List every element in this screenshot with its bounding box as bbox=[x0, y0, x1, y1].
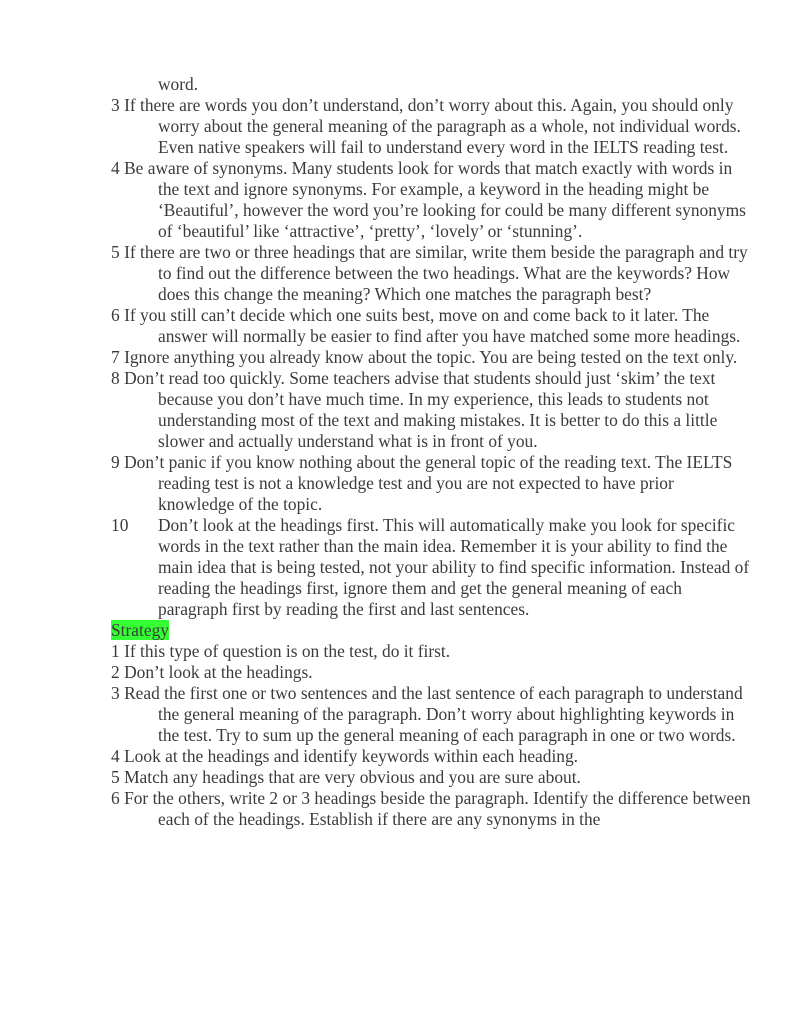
item-number: 8 bbox=[111, 368, 120, 388]
item-text: If you still can’t decide which one suits best, move on and come back to it later. The answer will normally be easier to find after you have matched some more headings. bbox=[124, 305, 741, 346]
list-item bbox=[111, 242, 751, 305]
item-number: 3 bbox=[111, 95, 120, 115]
item-number: 5 bbox=[111, 767, 120, 787]
list-item bbox=[111, 683, 751, 746]
item-number: 7 bbox=[111, 347, 120, 367]
list-item bbox=[111, 95, 751, 158]
continuation-text: word. bbox=[158, 74, 199, 94]
item-number: 6 bbox=[111, 305, 120, 325]
document-page bbox=[111, 74, 751, 830]
item-text: If this type of question is on the test, do it first. bbox=[124, 641, 451, 661]
list-item bbox=[111, 641, 751, 662]
item-number: 5 bbox=[111, 242, 120, 262]
item-text: Don’t look at the headings first. This will automatically make you look for specific words in the text rather than the main idea. Remember it is your ability to find the main idea that is being tested, not your ability to find specific information. Instead of reading the headings first, ignore them and get the general meaning of each paragraph first by reading the first and last sentences. bbox=[158, 515, 750, 619]
item-text: If there are words you don’t understand, don’t worry about this. Again, you should only worry about the general meaning of the paragraph as a whole, not individual words. Even native speakers will fail to understand every word in the IELTS reading test. bbox=[124, 95, 741, 157]
item-number: 10 bbox=[111, 515, 129, 535]
item-number: 6 bbox=[111, 788, 120, 808]
item-text: Don’t panic if you know nothing about the general topic of the reading text. The IELTS reading test is not a knowledge test and you are not expected to have prior knowledge of the topic. bbox=[124, 452, 733, 514]
list-item bbox=[111, 515, 751, 620]
list-item bbox=[111, 347, 751, 368]
item-text: Look at the headings and identify keywords within each heading. bbox=[124, 746, 579, 766]
item-text: Don’t read too quickly. Some teachers advise that students should just ‘skim’ the text because you don’t have much time. In my experience, this leads to students not understanding most of the text and making mistakes. It is better to do this a little slower and actually understand what is in front of you. bbox=[124, 368, 718, 451]
list-item bbox=[111, 368, 751, 452]
list-item bbox=[111, 452, 751, 515]
item-text: For the others, write 2 or 3 headings beside the paragraph. Identify the difference between each of the headings. Establish if there are any synonyms in the bbox=[124, 788, 751, 829]
strategy-heading: Strategy bbox=[111, 620, 169, 640]
strategy-heading-line bbox=[111, 620, 751, 641]
item-text: Read the first one or two sentences and the last sentence of each paragraph to understand the general meaning of the paragraph. Don’t worry about highlighting keywords in the test. Try to sum up the general meaning of each paragraph in one or two words. bbox=[124, 683, 743, 745]
strategy-list bbox=[111, 641, 751, 830]
item-text: Don’t look at the headings. bbox=[124, 662, 313, 682]
list-item bbox=[111, 305, 751, 347]
item-number: 4 bbox=[111, 746, 120, 766]
item-text: Be aware of synonyms. Many students look for words that match exactly with words in the text and ignore synonyms. For example, a keyword in the heading might be ‘Beautiful’, however the word you’re looking for could be many different synonyms of ‘beautiful’ like ‘attractive’, ‘pretty’, ‘lovely’ or ‘stunning’. bbox=[124, 158, 746, 241]
item-number: 4 bbox=[111, 158, 120, 178]
item-number: 1 bbox=[111, 641, 120, 661]
item-number: 3 bbox=[111, 683, 120, 703]
item-text: Ignore anything you already know about the topic. You are being tested on the text only. bbox=[124, 347, 738, 367]
list-item bbox=[111, 746, 751, 767]
list-item bbox=[111, 788, 751, 830]
item-number: 9 bbox=[111, 452, 120, 472]
list-item bbox=[111, 662, 751, 683]
list-item bbox=[111, 767, 751, 788]
item-text: Match any headings that are very obvious and you are sure about. bbox=[124, 767, 581, 787]
list-item bbox=[111, 158, 751, 242]
tips-list bbox=[111, 95, 751, 620]
item-text: If there are two or three headings that are similar, write them beside the paragraph and try to find out the difference between the two headings. What are the keywords? How does this change the meaning? Which one matches the paragraph best? bbox=[124, 242, 748, 304]
item-number: 2 bbox=[111, 662, 120, 682]
